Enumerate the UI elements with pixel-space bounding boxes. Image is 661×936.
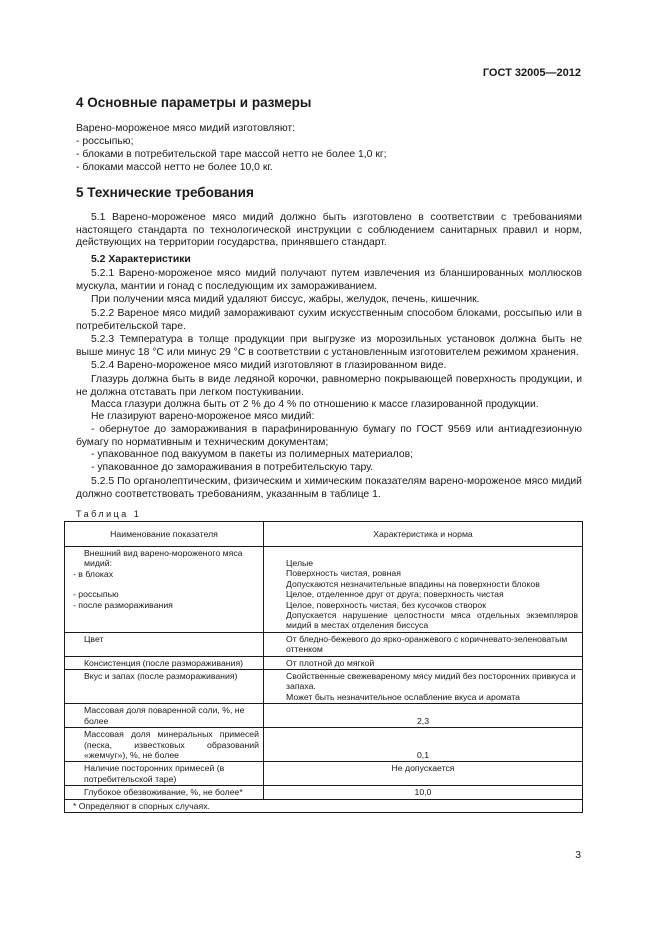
- table-cell: [65, 632, 264, 656]
- table-cell: [65, 728, 264, 762]
- table-cell: [65, 704, 264, 728]
- table-cell: [264, 632, 583, 656]
- table-cell: [65, 670, 264, 704]
- paragraph-5-2-4e: - обернутое до замораживания в парафинированную бумагу по ГОСТ 9569 или антиадгезионную бумагу по нормативным и техническим документам;: [76, 424, 582, 448]
- table-row: [65, 632, 583, 656]
- table-caption: Таблица 1: [76, 509, 142, 519]
- cell-line: Целое, поверхность чистая, без кусочков створок: [286, 599, 487, 610]
- paragraph-5-2-4f: - упакованное под вакуумом в пакеты из полимерных материалов;: [91, 449, 414, 460]
- table-header-row: [65, 522, 583, 547]
- table-cell: 2,3: [264, 704, 583, 728]
- table-cell: [264, 670, 583, 704]
- row-sublabel: - в блоках: [73, 568, 114, 579]
- cell-value: От плотной до мягкой: [286, 657, 375, 668]
- cell-line: Допускаются незначительные впадины на поверхности блоков: [286, 578, 540, 589]
- paragraph-5-2-5: 5.2.5 По органолептическим, физическим и химическим показателям варено-мороженое мясо мидий должно соответствовать требованиям, указанным в таблице 1.: [76, 476, 582, 500]
- indicators-table: [64, 521, 583, 813]
- column-header: Характеристика и норма: [264, 522, 583, 547]
- paragraph-5-2-4g: - упакованное до замораживания в потребительскую тару.: [91, 462, 374, 473]
- table-cell: [65, 547, 264, 633]
- paragraph-5-2-4d: Не глазируют варено-мороженое мясо мидий:: [91, 411, 315, 422]
- table-cell: [65, 656, 264, 669]
- paragraph-5-2-4c: Масса глазури должна быть от 2 % до 4 % по отношению к массе глазированной продукции.: [91, 399, 539, 410]
- row-label: Цвет: [84, 633, 104, 644]
- table-row: [65, 670, 583, 704]
- table-row: [65, 704, 583, 728]
- table-cell: 0,1: [264, 728, 583, 762]
- cell-line: Целое, отделенное друг от друга; поверхность чистая: [286, 589, 504, 600]
- column-header: Наименование показателя: [65, 522, 264, 547]
- paragraph-5-2-3: 5.2.3 Температура в толще продукции при выгрузке из морозильных установок должна быть не выше минус 18 °С или минус 29 °С в соответствии с установленным изготовителем режимом хранения.: [76, 334, 582, 358]
- paragraph-5-2-1b: При получении мяса мидий удаляют биссус, жабры, желудок, печень, кишечник.: [91, 294, 480, 305]
- table-cell: 10,0: [264, 786, 583, 799]
- paragraph-5-1: 5.1 Варено-мороженое мясо мидий должно быть изготовлено в соответствии с требованиями настоящего стандарта по технологической инструкции с соблюдением санитарных правил и норм, действующих на территории государства, принявшего стандарт.: [76, 212, 582, 249]
- table-row: [65, 656, 583, 669]
- row-label: Внешний вид варено-мороженого мяса мидий:: [84, 548, 243, 569]
- paragraph-5-2-1: 5.2.1 Варено-мороженое мясо мидий получают путем извлечения из бланшированных моллюсков мускула, мантии и гонад с последующим их замораживанием.: [76, 268, 582, 292]
- paragraph-5-2-2: 5.2.2 Вареное мясо мидий замораживают сухим искусственным способом блоками, россыпью или в потребительской таре.: [76, 308, 582, 332]
- page-number: 3: [575, 850, 581, 861]
- row-label: Наличие посторонних примесей (в потребительской таре): [84, 763, 225, 784]
- row-label: Массовая доля минеральных примесей (песка, известковых образований «жемчуг»), %, не более: [84, 729, 259, 760]
- cell-line: Допускается нарушение целостности мяса отдельных экземпляров мидий в местах отделения биссуса: [286, 610, 578, 631]
- table-cell: Не допускается: [264, 762, 583, 786]
- list-item: - блоками в потребительской таре массой нетто не более 1,0 кг;: [76, 149, 387, 160]
- paragraph-5-2-4: 5.2.4 Варено-мороженое мясо мидий изготовляют в глазированном виде.: [91, 360, 447, 371]
- row-sublabel: - россыпью: [73, 589, 119, 600]
- table-row: [65, 762, 583, 786]
- subsection-5-2-title: 5.2 Характеристики: [91, 254, 191, 265]
- list-item: - россыпью;: [76, 136, 134, 147]
- table-cell: [65, 786, 264, 799]
- table-cell: [264, 656, 583, 669]
- cell-value: Свойственные свежевареному мясу мидий без посторонних привкуса и запаха.: [286, 671, 576, 692]
- table-cell: [264, 547, 583, 633]
- cell-line: Поверхность чистая, ровная: [286, 568, 401, 579]
- table-row: [65, 786, 583, 799]
- row-label: Глубокое обезвоживание, %, не более*: [84, 787, 243, 798]
- cell-value: Может быть незначительное ослабление вкуса и аромата: [286, 691, 520, 702]
- table-footnote-row: [65, 799, 583, 812]
- paragraph-5-2-4b: Глазурь должна быть в виде ледяной корочки, равномерно покрывающей поверхность продукции, и не должна отставать при легком постукивании.: [76, 374, 582, 398]
- table-row: [65, 547, 583, 633]
- cell-line: Целые: [286, 558, 314, 568]
- table-footnote: [65, 799, 583, 812]
- table-cell: [65, 762, 264, 786]
- row-sublabel: - после размораживания: [73, 599, 173, 610]
- cell-value: От бледно-бежевого до ярко-оранжевого с коричневато-зеленоватым оттенком: [286, 633, 568, 655]
- row-label: Массовая доля поваренной соли, %, не более: [84, 705, 245, 726]
- table-row: [65, 728, 583, 762]
- section-5-title: 5 Технические требования: [76, 185, 254, 200]
- document-header: ГОСТ 32005—2012: [482, 67, 581, 79]
- list-item: - блоками массой нетто не более 10,0 кг.: [76, 162, 273, 173]
- section-4-title: 4 Основные параметры и размеры: [76, 95, 312, 110]
- row-label: Консистенция (после размораживания): [84, 657, 244, 668]
- row-label: Вкус и запах (после размораживания): [84, 671, 238, 682]
- footnote-text: * Определяют в спорных случаях.: [73, 800, 210, 811]
- section-4-intro: Варено-мороженое мясо мидий изготовляют:: [76, 123, 296, 134]
